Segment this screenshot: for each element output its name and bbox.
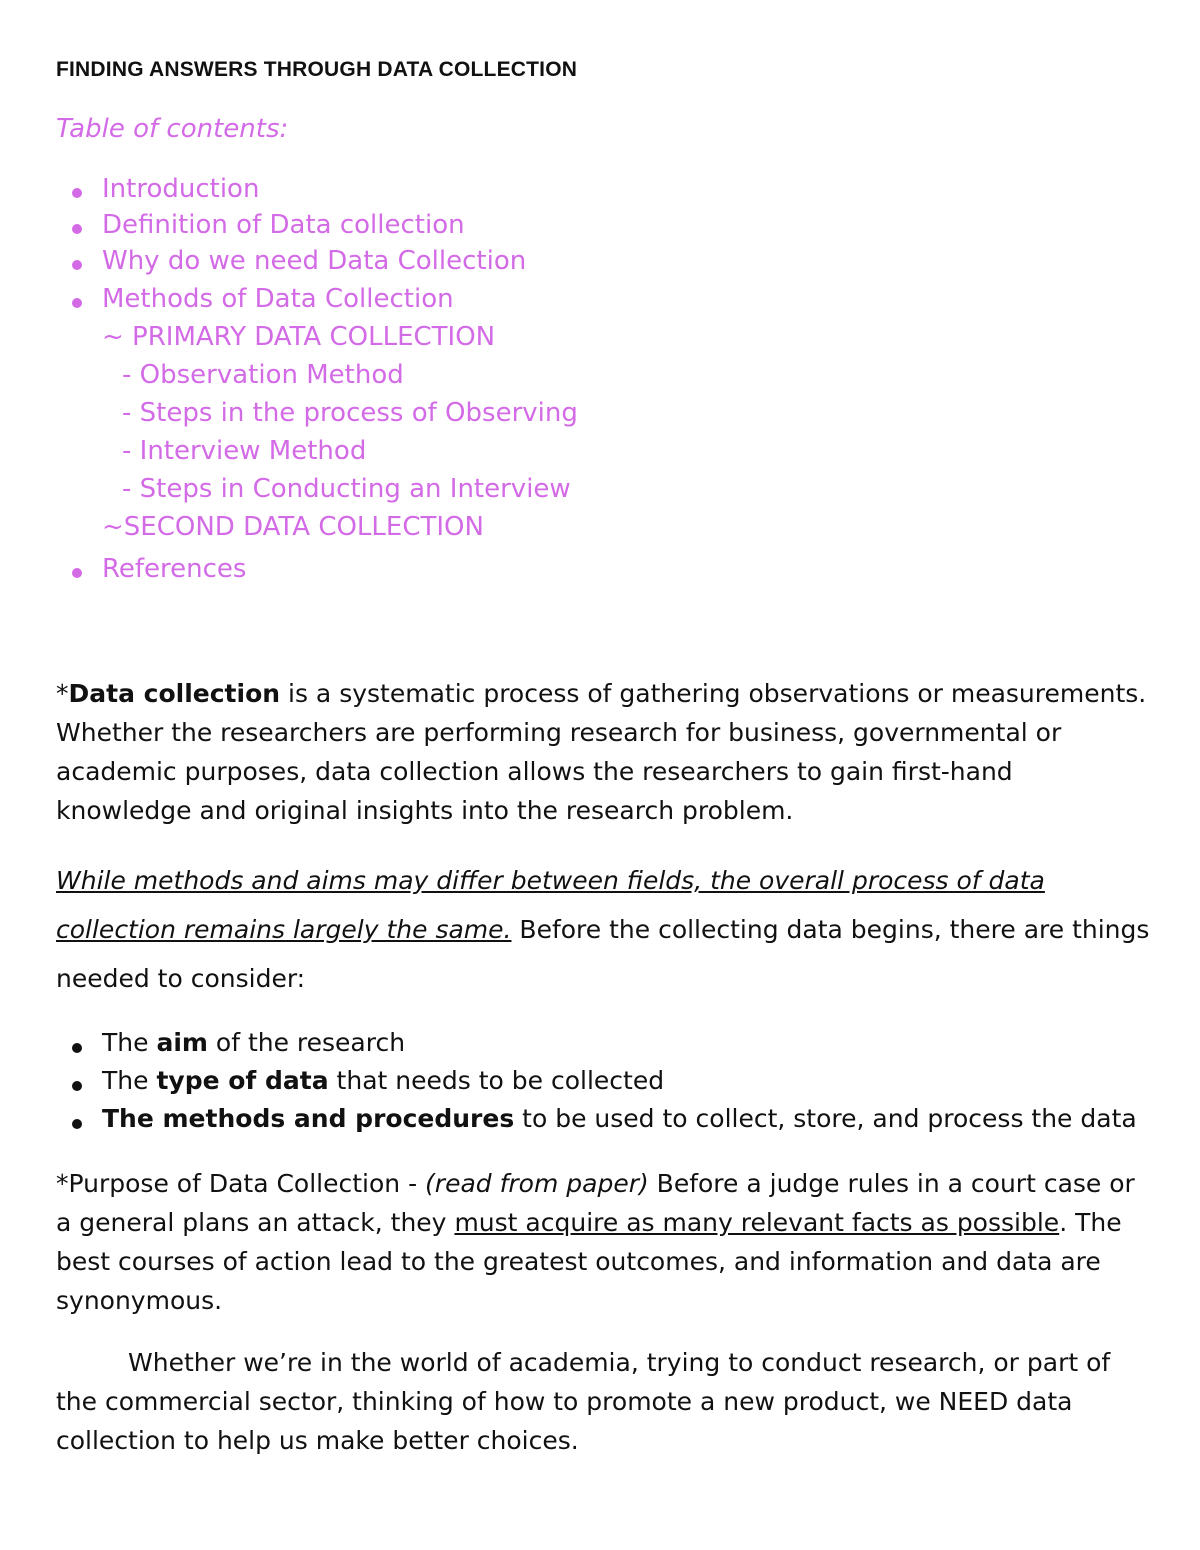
- process-paragraph: While methods and aims may differ between fields, the overall process of data collection remains largely the same. Before the collecting data begins, there are things needed to consider:: [56, 866, 1150, 993]
- closing-paragraph: Whether we’re in the world of academia, trying to conduct research, or part of the commercial sector, thinking of how to promote a new product, we NEED data collection to help us make better choices.: [56, 1348, 1111, 1455]
- purpose-paragraph: *Purpose of Data Collection - (read from paper) Before a judge rules in a court case or a general plans an attack, they must acquire as many relevant facts as possible. The best courses of action lead to the greatest outcomes, and information and data are synonymous.: [56, 1169, 1135, 1315]
- definition-term: Data collection: [68, 679, 281, 708]
- document-title: FINDING ANSWERS THROUGH DATA COLLECTION: [56, 58, 578, 81]
- purpose-underlined: must acquire as many relevant facts as possible: [454, 1208, 1060, 1237]
- purpose-note: (read from paper): [425, 1169, 649, 1198]
- toc-heading: Table of contents:: [56, 114, 289, 144]
- definition-paragraph: *Data collection is a systematic process of gathering observations or measurements. Whether the researchers are performing research for business, governmental or academic purposes, data collection allows the researchers to gain first-hand knowledge and original insights into the research problem.: [56, 679, 1147, 825]
- process-emphasis: While methods and aims may differ between fields, the overall process of data collection remains largely the same.: [56, 866, 1045, 944]
